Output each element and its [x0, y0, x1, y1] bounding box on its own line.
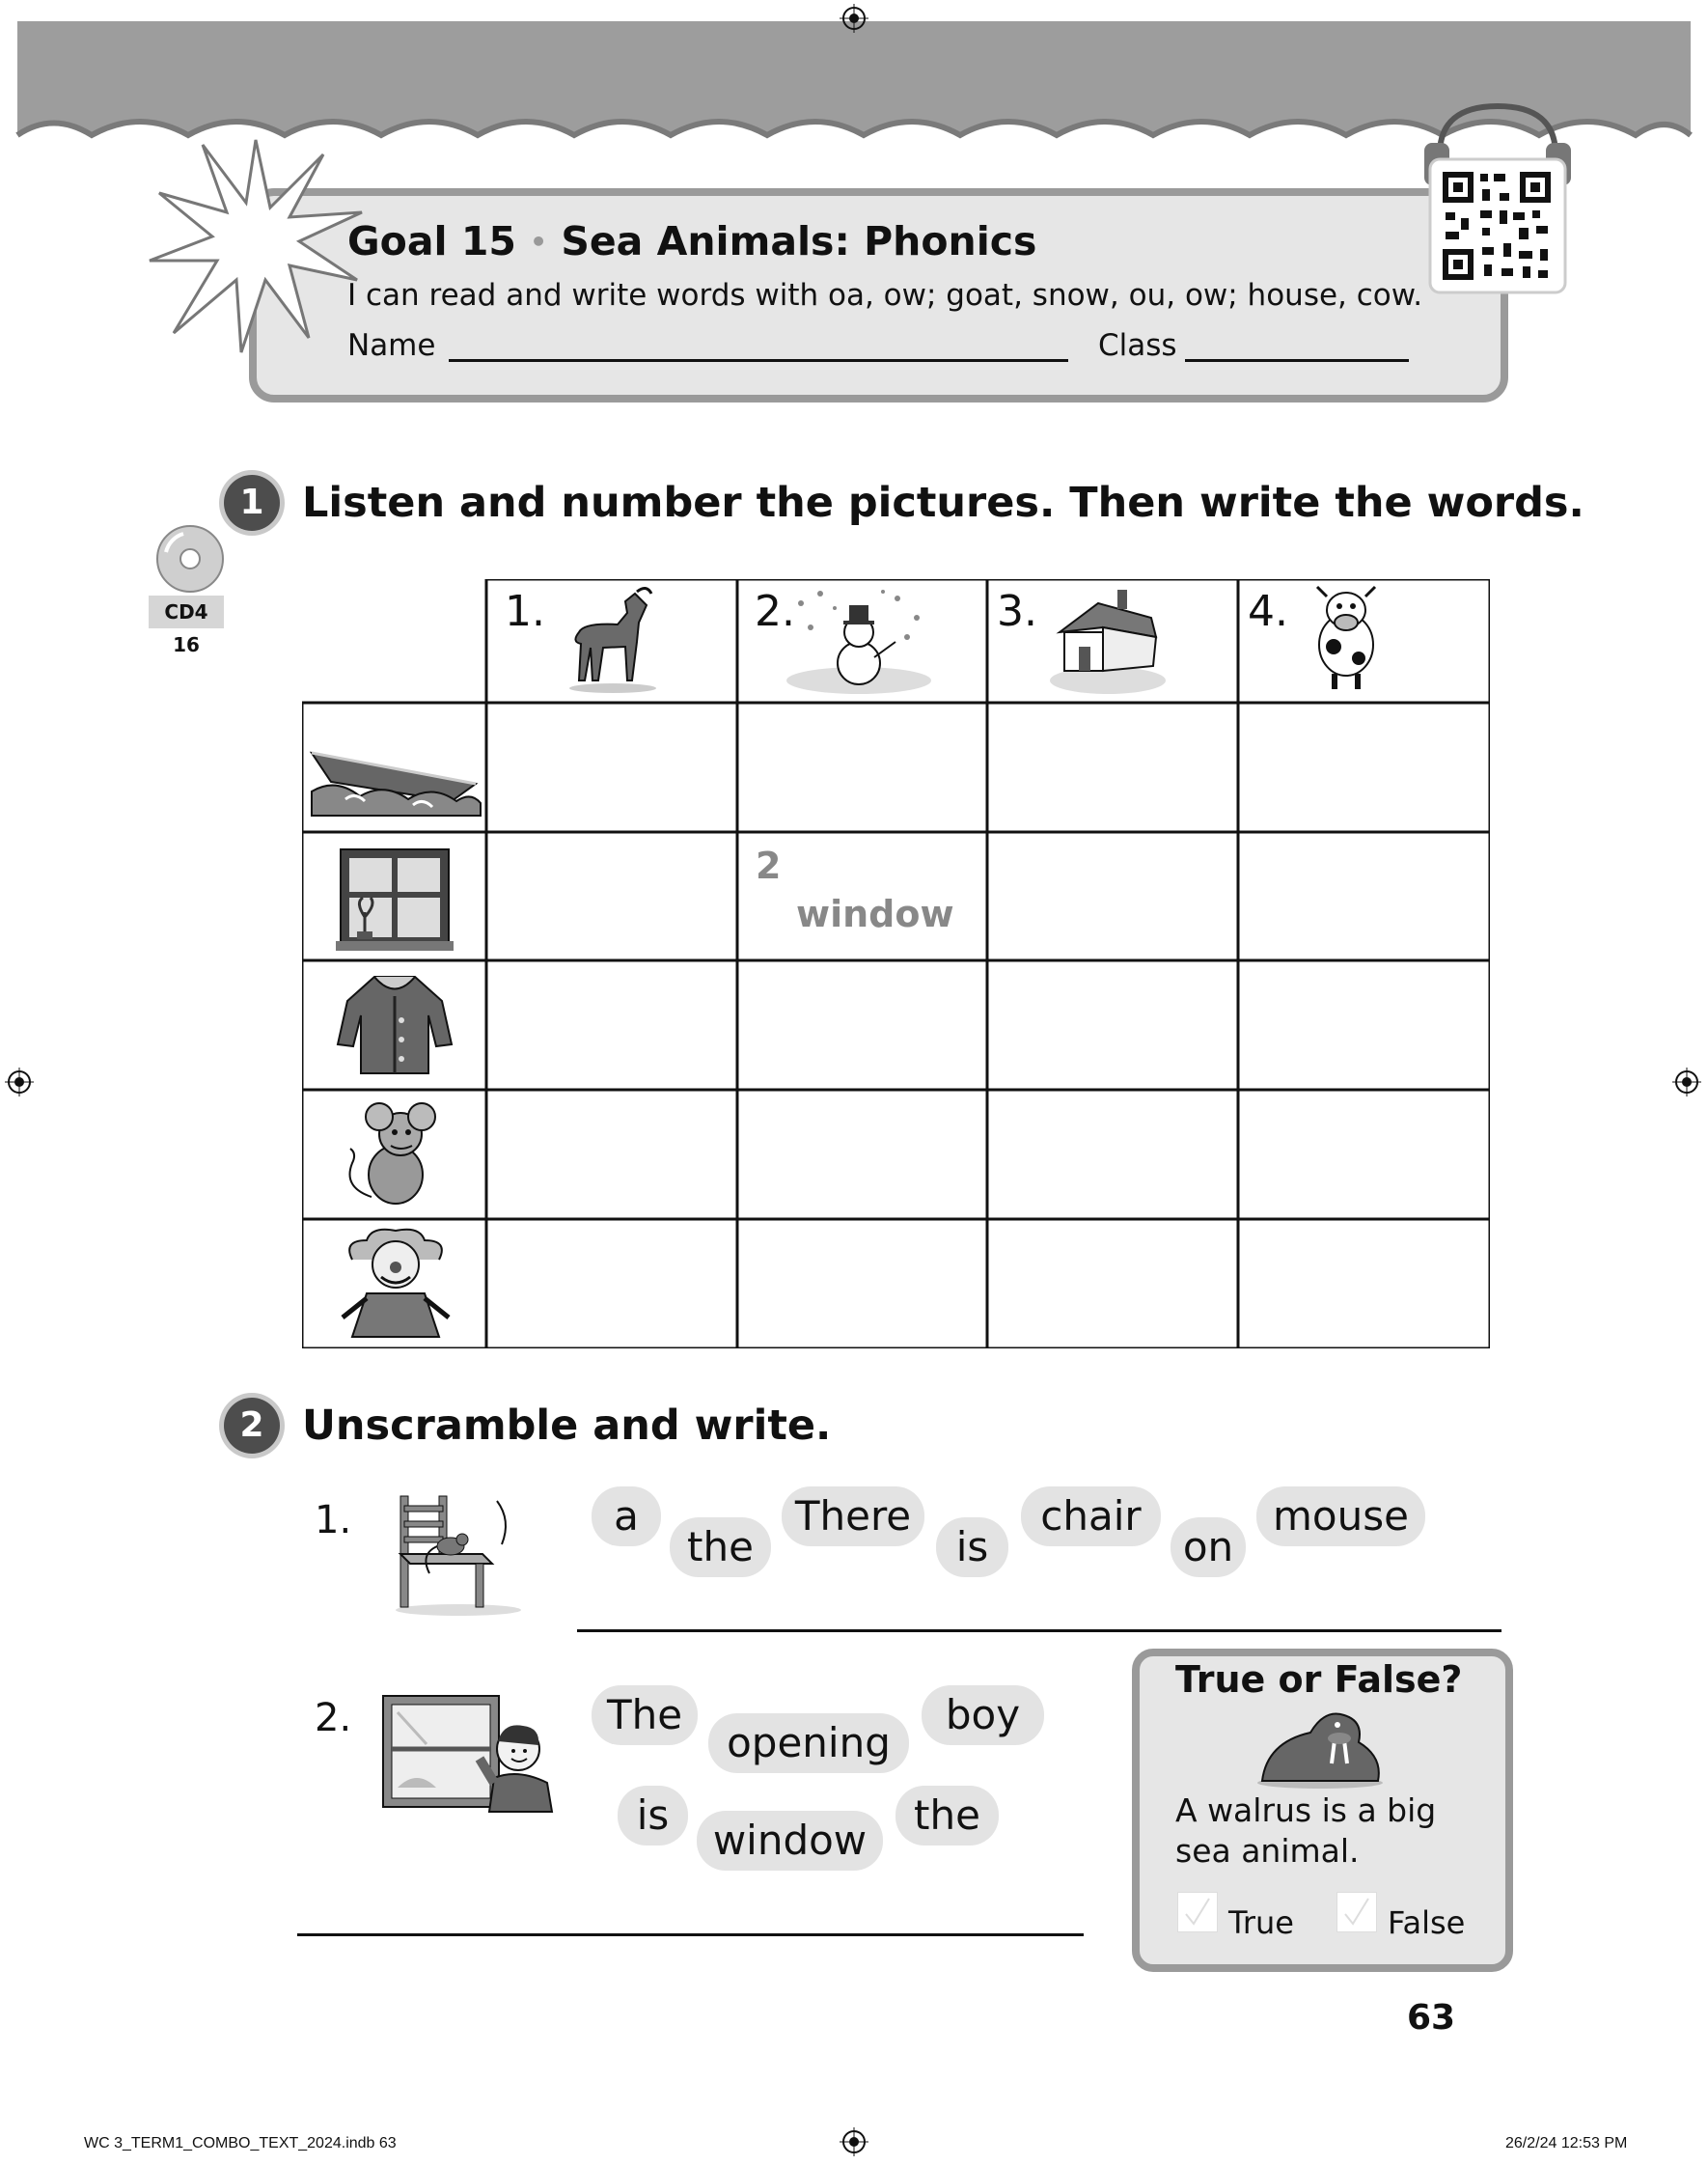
- item-2-number: 2.: [315, 1696, 352, 1740]
- snowman-picture: [782, 584, 936, 695]
- true-checkbox[interactable]: [1177, 1892, 1218, 1932]
- exercise-1-number: 1: [224, 475, 280, 531]
- word-chip[interactable]: is: [936, 1517, 1008, 1577]
- example-number: 2: [756, 845, 782, 887]
- word-chip[interactable]: on: [1171, 1517, 1246, 1577]
- word-chip[interactable]: mouse: [1256, 1486, 1425, 1546]
- column-number-3: 3.: [997, 587, 1037, 636]
- goal-objective: I can read and write words with oa, ow; goat, snow, ou, ow; house, cow.: [347, 278, 1423, 313]
- name-label: Name: [347, 328, 436, 363]
- item-2-answer-line[interactable]: [297, 1933, 1084, 1936]
- mouse-picture: [333, 1096, 458, 1216]
- footer-file-info: WC 3_TERM1_COMBO_TEXT_2024.indb 63: [84, 2135, 397, 2151]
- goal-separator: •: [530, 226, 548, 258]
- cow-picture: [1303, 579, 1385, 695]
- name-field[interactable]: [449, 359, 1068, 362]
- boy-opening-window-picture: [378, 1691, 557, 1817]
- word-chip[interactable]: There: [782, 1486, 924, 1546]
- starburst-icon: [145, 135, 367, 357]
- example-word: window: [796, 893, 954, 935]
- page-number: 63: [1407, 1998, 1456, 2038]
- registration-mark-icon: [840, 4, 868, 33]
- cd-icon: [154, 523, 226, 595]
- word-chip[interactable]: window: [697, 1811, 883, 1871]
- word-chip[interactable]: is: [618, 1786, 688, 1846]
- registration-mark-icon: [840, 2127, 868, 2156]
- registration-mark-icon: [1672, 1068, 1701, 1096]
- word-chip[interactable]: the: [895, 1786, 999, 1846]
- footer-timestamp: 26/2/24 12:53 PM: [1505, 2135, 1628, 2151]
- true-false-title: True or False?: [1175, 1658, 1463, 1701]
- exercise-2-instruction: Unscramble and write.: [302, 1402, 832, 1450]
- window-picture: [336, 845, 454, 956]
- class-label: Class: [1098, 328, 1177, 363]
- item-1-number: 1.: [315, 1498, 352, 1542]
- column-number-2: 2.: [755, 587, 795, 636]
- column-number-1: 1.: [505, 587, 545, 636]
- coat-picture: [336, 967, 454, 1083]
- boat-picture: [307, 724, 482, 820]
- word-chip[interactable]: chair: [1021, 1486, 1161, 1546]
- qr-code-icon: [1411, 97, 1584, 294]
- mouse-on-chair-picture: [391, 1486, 526, 1617]
- true-label: True: [1228, 1904, 1294, 1941]
- word-chip[interactable]: the: [670, 1517, 771, 1577]
- goal-label: Goal 15: [347, 218, 516, 264]
- false-label: False: [1388, 1904, 1466, 1941]
- item-1-answer-line[interactable]: [577, 1629, 1501, 1632]
- registration-mark-icon: [5, 1068, 34, 1096]
- check-icon: [1337, 1893, 1376, 1931]
- column-number-4: 4.: [1248, 587, 1288, 636]
- word-chip[interactable]: opening: [708, 1713, 909, 1773]
- exercise-2-number: 2: [224, 1398, 280, 1454]
- true-false-question: A walrus is a big sea animal.: [1175, 1791, 1437, 1870]
- walrus-picture: [1253, 1704, 1388, 1790]
- word-chip[interactable]: a: [592, 1486, 661, 1546]
- house-picture: [1045, 584, 1171, 695]
- cd-track-label: CD4 16: [149, 596, 224, 628]
- clown-picture: [333, 1221, 458, 1346]
- goal-topic: Sea Animals: Phonics: [561, 218, 1037, 264]
- check-icon: [1178, 1893, 1217, 1931]
- class-field[interactable]: [1185, 359, 1409, 362]
- goat-picture: [560, 584, 666, 695]
- word-chip[interactable]: The: [592, 1685, 698, 1745]
- false-checkbox[interactable]: [1336, 1892, 1377, 1932]
- goal-title: [347, 218, 1036, 264]
- exercise-1-instruction: Listen and number the pictures. Then write the words.: [302, 479, 1584, 527]
- word-chip[interactable]: boy: [922, 1685, 1044, 1745]
